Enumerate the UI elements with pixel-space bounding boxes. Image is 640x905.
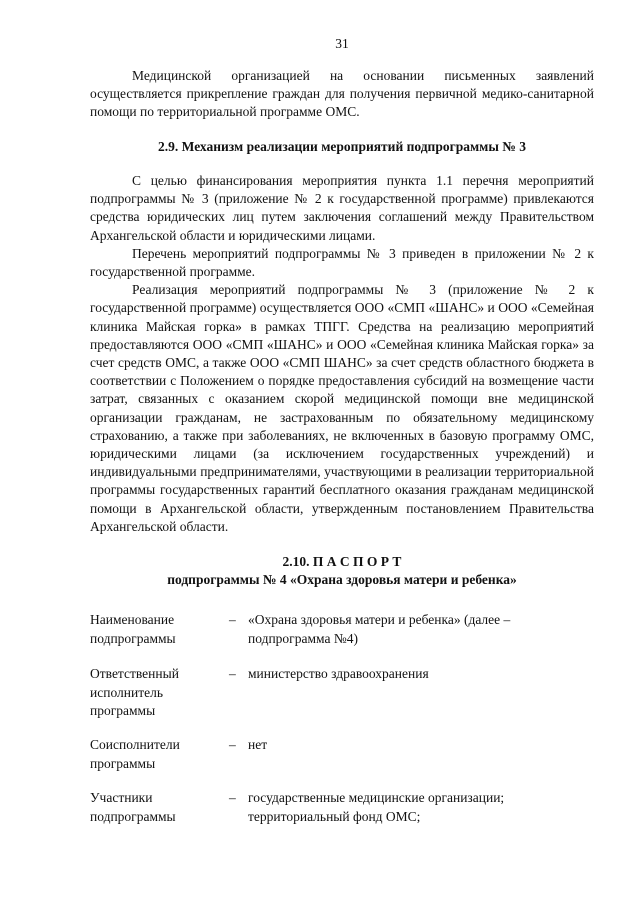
- row-dash: –: [229, 737, 236, 752]
- row-value-line: государственные медицинские организации;: [248, 790, 505, 805]
- row-value-line: нет: [248, 737, 268, 752]
- row-label: [90, 665, 220, 721]
- row-value: [248, 611, 554, 648]
- row-dash: –: [229, 790, 236, 805]
- row-value-line: министерство здравоохранения: [248, 666, 429, 681]
- row-label-line: подпрограммы: [90, 630, 176, 646]
- row-value-line: подпрограмма №4): [248, 630, 358, 646]
- section-2-9-title: 2.9. Механизм реализации мероприятий подпрограммы № 3: [158, 139, 526, 154]
- row-label-line: Ответственный: [90, 666, 179, 681]
- row-label-line: Наименование: [90, 612, 175, 627]
- row-value-line: «Охрана здоровья матери и ребенка» (далее –: [248, 612, 511, 627]
- intro-paragraph: Медицинской организацией на основании письменных заявлений осуществляется прикрепление граждан для получения первичной медико-санитарной помощи по территориальной программе ОМС.: [90, 68, 594, 120]
- row-label-line: исполнитель: [90, 684, 163, 700]
- row-label-line: Соисполнители: [90, 737, 180, 752]
- intro-block: [90, 67, 594, 122]
- row-value: [248, 736, 554, 755]
- row-label-line: Участники: [90, 790, 153, 805]
- passport-title: 2.10. П А С П О Р Т: [282, 554, 402, 569]
- row-label-line: подпрограммы: [90, 808, 176, 824]
- row-value-line: территориальный фонд ОМС;: [248, 808, 421, 824]
- row-label-line: программы: [90, 703, 156, 718]
- row-value: [248, 665, 554, 684]
- row-label: [90, 736, 220, 773]
- row-dash: –: [229, 666, 236, 681]
- section-2-9-paragraph-3: Реализация мероприятий подпрограммы № 3 (приложение № 2 к государственной программе) осуществляется ООО «СМП «ШАНС» и ООО «Семейная клиника Майская горка» в рамках ТПГГ. Средства на реализацию мероприятий предоставляются ООО «СМП «ШАНС» и ООО «Семейная клиника Майская горка» за счет средств ОМС, а также ООО «СМП ШАНС» за счет средств областного бюджета в соответствии с Положением о порядке предоставления субсидий на возмещение части затрат, связанных с оказанием скорой медицинской помощи вне медицинской организации гражданам, не застрахованным по обязательному медицинскому страхованию, а также при заболеваниях, не включенных в базовую программу ОМС, юридическими лицами (за исключением государственных учреждений) и индивидуальными предпринимателями, участвующими в реализации территориальной программы государственных гарантий бесплатного оказания гражданам медицинской помощи в Архангельской области, утвержденным постановлением Правительства Архангельской области.: [90, 282, 594, 534]
- row-label: [90, 611, 220, 648]
- row-label-line: программы: [90, 755, 156, 771]
- row-value: [248, 789, 554, 826]
- row-label: [90, 789, 220, 826]
- section-2-9-heading: [90, 138, 594, 156]
- section-2-9-body: [90, 172, 594, 536]
- section-2-9-paragraph-2: Перечень мероприятий подпрограммы № 3 приведен в приложении № 2 к государственной программе.: [90, 245, 594, 280]
- passport-subtitle: подпрограммы № 4 «Охрана здоровья матери и ребенка»: [167, 572, 517, 587]
- section-2-9-paragraph-1: С целью финансирования мероприятия пункта 1.1 перечня мероприятий подпрограммы № 3 (приложение № 2 к государственной программе) привлекаются средства юридических лиц путем заключения соглашений между Правительством Архангельской области и юридическими лицами.: [90, 173, 594, 243]
- row-dash: –: [229, 612, 236, 627]
- section-2-10-heading: [90, 553, 594, 589]
- page-number: 31: [335, 36, 349, 51]
